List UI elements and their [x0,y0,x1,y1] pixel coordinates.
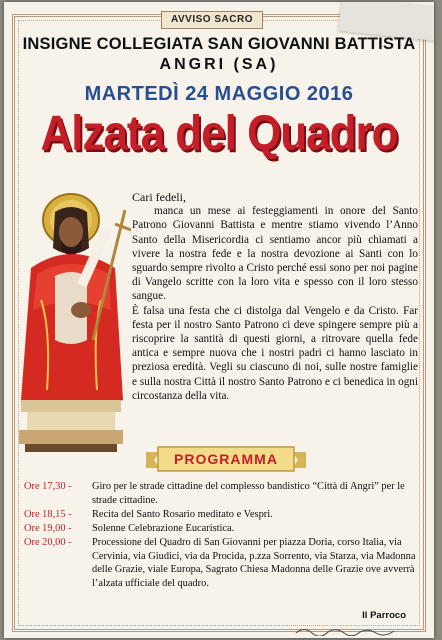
program-description: Giro per le strade cittadine del complesso bandistico “Città di Angri” per le strade cittadine. [92,481,405,506]
poster [4,2,434,638]
program-time: Ore 20,00 - [24,536,72,548]
avviso-label: AVVISO SACRO [161,11,263,29]
saint-image [11,190,131,454]
program-time: Ore 17,30 - [24,481,72,492]
program-description: Processione del Quadro di San Giovanni per piazza Doria, corso Italia, via Cervinia, via Giudici, via da Procida, p.zza Sorrento, via Starza, via Madonna delle Grazie, viale Europa, Sagrato Chiesa Madonna delle Grazie ove avverrà l’alzata ufficiale del quadro. [92,536,416,590]
city-name: ANGRI (SA) [159,56,279,73]
program-list [24,480,424,591]
program-description: Recita del Santo Rosario meditato e Vespri. [92,508,273,520]
parroco-label: Il Parroco [362,610,406,621]
program-item [24,508,424,522]
letter-paragraph-1: manca un mese ai festeggiamenti in onore del Santo Patrono Giovanni Battista e mentre stiamo vivendo l’Anno Santo della Misericordia ci sentiamo ancor più chiamati a vivere la nostra fede e la nostra devozione ai Santi con lo sguardo sempre rivolto a Cristo perché essi sono per noi pagine di Vangelo scritte con la loro vita e spesso con il loro stesso sangue. [132,205,418,303]
event-date: MARTEDÌ 24 MAGGIO 2016 [84,83,354,105]
program-item [24,522,424,536]
letter-text [132,190,418,403]
program-title: PROGRAMMA [174,451,278,467]
program-item [24,480,424,508]
program-item [24,536,424,592]
church-name: INSIGNE COLLEGIATA SAN GIOVANNI BATTISTA [22,35,416,53]
signature [294,624,404,636]
program-description: Solenne Celebrazione Eucaristica. [92,522,235,534]
event-headline: Alzata del Quadro [40,106,398,161]
letter-paragraph-2: È falsa una festa che ci distolga dal Vengelo e da Cristo. Far festa per il nostro Santo Patrono ci deve spingere sempre più a riscoprire la santità di questi giorni, a ritrovare quella fede antica e sempre nuova che i nostri padri ci hanno lasciato in preziosa eredità. Vegli su ciascuno di noi, sulle nostre famiglie e sulla nostra Città il nostro Santo Patrono e ci benedica in ogni circostanza della vita. [132,304,418,402]
program-time: Ore 18,15 - [24,508,72,520]
letter-greeting: Cari fedeli, [132,190,186,204]
program-time: Ore 19,00 - [24,522,72,534]
